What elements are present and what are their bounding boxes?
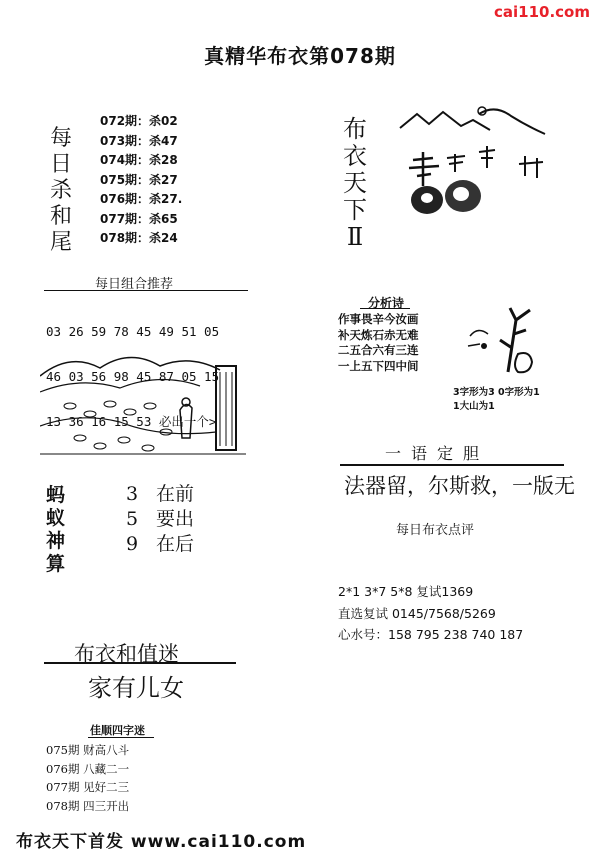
poem-hint-2: 1大山为1 (453, 401, 495, 412)
list-item: 072期：杀02 (100, 114, 178, 128)
list-item: 078期 四三开出 (46, 798, 130, 813)
four-char-list (46, 741, 129, 815)
ant-list (126, 482, 194, 557)
list-item: 075期：杀27 (100, 172, 178, 187)
list-item: 2*1 3*7 5*8 复试1369 (338, 584, 474, 599)
list-item: 心水号：158 795 238 740 187 (338, 627, 524, 642)
tree-illustration (460, 300, 550, 380)
list-item: 46 03 56 98 45 87 05 15 (46, 369, 220, 384)
list-item: 076期：杀27. (100, 192, 183, 206)
combo-title: 每日组合推荐 (95, 277, 174, 292)
list-item: 3 在前 (126, 483, 195, 505)
list-item: 直选复试 0145/7568/5269 (338, 605, 496, 621)
list-item: 03 26 59 78 45 49 51 05 (46, 324, 220, 339)
list-item: 补天炼石赤无难 (338, 327, 419, 342)
saying-title: 一语定胆 (385, 444, 490, 463)
bray-title: 布衣天下Ⅱ (343, 115, 367, 251)
poem-hint-1: 3字形为3 0字形为1 (453, 387, 540, 398)
footer: 布衣天下首发 www.cai110.com (16, 832, 307, 852)
daily-kill-list (100, 112, 182, 249)
list-item: 074期：杀28 (100, 153, 178, 167)
list-item: 075期 财高八斗 (46, 743, 130, 757)
list-item: 作事畏辛今汝画 (338, 312, 419, 326)
saying-text: 法器留，尔斯救，一版无 (344, 474, 575, 498)
riddle-text: 家有儿女 (88, 674, 184, 702)
landscape-illustration (395, 106, 555, 224)
list-item: 9 在后 (126, 533, 195, 555)
list-item: 076期 八藏二一 (46, 761, 130, 776)
mountain-scene-illustration (40, 342, 246, 460)
four-char-title: 佳顺四字迷 (90, 724, 145, 737)
watermark: cai110.com (494, 3, 590, 21)
review-picks (338, 581, 523, 646)
list-item: 二五合六有三连 (338, 343, 419, 357)
list-item: 一上五下四中间 (338, 358, 419, 373)
list-item: 073期：杀47 (100, 133, 178, 148)
page-title: 真精华布衣第078期 (204, 44, 396, 68)
daily-kill-label: 每日杀和尾 (49, 126, 72, 255)
list-item: 078期：杀24 (100, 231, 178, 245)
review-title: 每日布衣点评 (396, 523, 475, 538)
list-item: 13 36 16 15 53 必出一个> (46, 414, 217, 429)
list-item: 077期：杀65 (100, 211, 178, 226)
ant-label: 蚂蚁神算 (46, 484, 66, 575)
poem-title: 分析诗 (368, 296, 405, 310)
list-item: 5 要出 (126, 508, 195, 530)
list-item: 077期 见好二三 (46, 780, 130, 794)
riddle-title: 布衣和值迷 (74, 642, 179, 666)
poem (338, 312, 419, 374)
